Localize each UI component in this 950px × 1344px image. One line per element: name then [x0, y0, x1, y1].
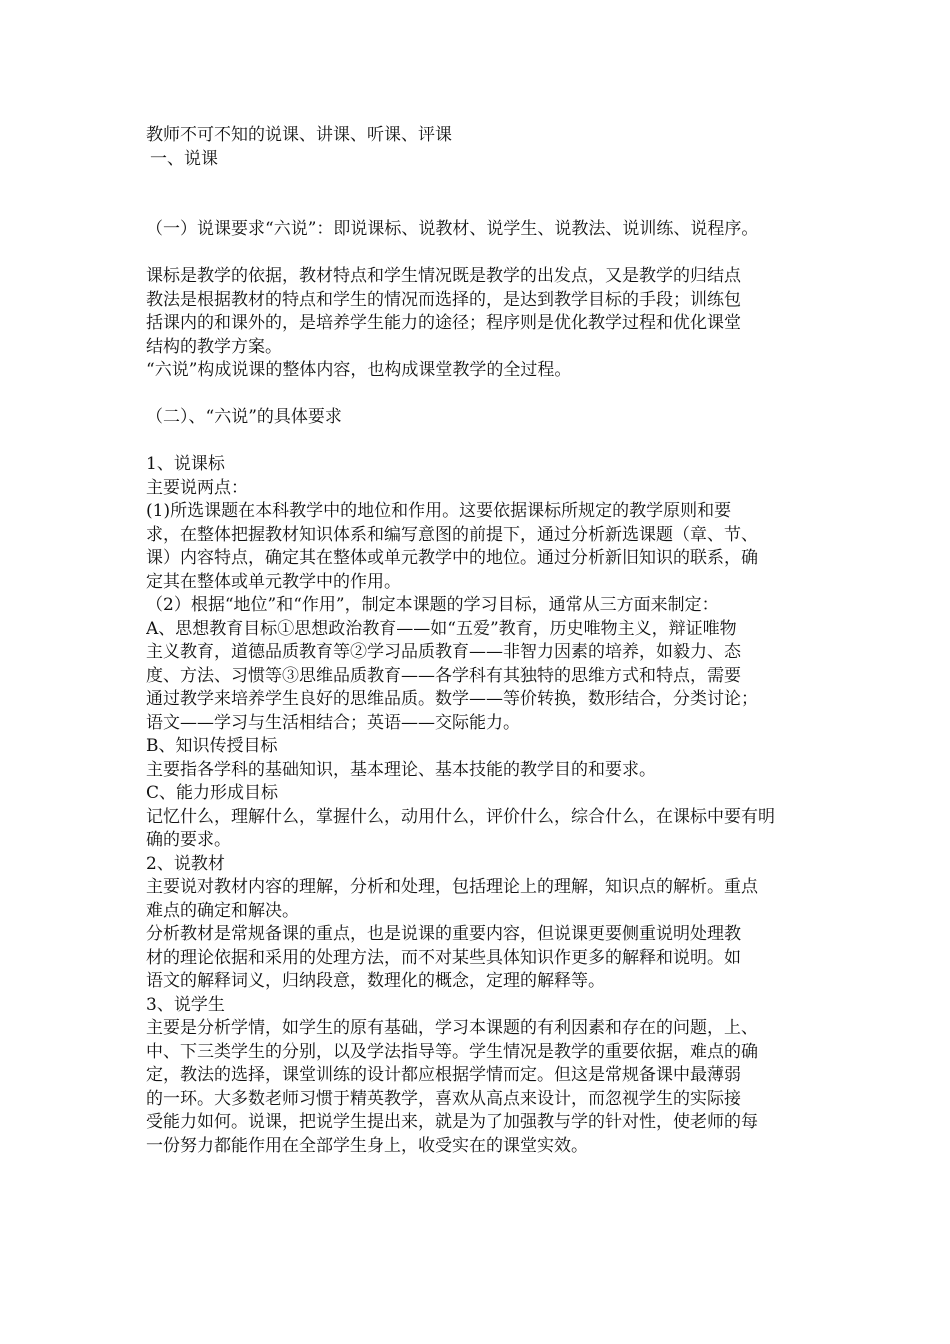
blank-line	[146, 383, 810, 407]
paragraph-line: 结构的教学方案。	[146, 336, 282, 357]
paragraph-line: 定其在整体或单元教学中的作用。	[146, 571, 401, 592]
paragraph-line: 教法是根据教材的特点和学生的情况而选择的，是达到教学目标的手段；训练包	[146, 289, 741, 310]
paragraph-line: 定，教法的选择，课堂训练的设计都应根据学情而定。但这是常规备课中最薄弱	[146, 1065, 741, 1085]
paragraph-line: 中、下三类学生的分别，以及学法指导等。学生情况是教学的重要依据，难点的确	[146, 1041, 758, 1062]
paragraph-line: 难点的确定和解决。	[146, 900, 299, 921]
paragraph-line: 材的理论依据和采用的处理方法，而不对某些具体知识作更多的解释和说明。如	[146, 947, 741, 968]
paragraph-line: 主要指各学科的基础知识，基本理论、基本技能的教学目的和要求。	[146, 759, 656, 780]
blank-line	[146, 242, 810, 266]
paragraph-line: 语文——学习与生活相结合；英语——交际能力。	[146, 712, 520, 733]
paragraph-line: “六说”构成说课的整体内容，也构成课堂教学的全过程。	[146, 360, 572, 380]
paragraph-line: A、思想教育目标①思想政治教育——如“五爱”教育，历史唯物主义，辩证唯物	[146, 618, 737, 639]
item1-heading: 1、说课标	[146, 454, 225, 474]
item1-intro: 主要说两点：	[146, 477, 248, 498]
paragraph-line: 课）内容特点，确定其在整体或单元教学中的地位。通过分析新旧知识的联系，确	[146, 548, 758, 568]
paragraph-line: 记忆什么，理解什么，掌握什么，动用什么，评价什么，综合什么，在课标中要有明	[146, 806, 775, 827]
goal-b-heading: B、知识传授目标	[146, 736, 278, 756]
paragraph-line: （2）根据“地位”和“作用”，制定本课题的学习目标，通常从三方面来制定：	[146, 595, 719, 615]
document-title: 教师不可不知的说课、讲课、听课、评课	[146, 125, 452, 145]
paragraph-line: 度、方法、习惯等③思维品质教育——各学科有其独特的思维方式和特点，需要	[146, 665, 741, 686]
paragraph-line: 求，在整体把握教材知识体系和编写意图的前提下，通过分析新选课题（章、节、	[146, 524, 758, 545]
paragraph-line: 主义教育，道德品质教育等②学习品质教育——非智力因素的培养，如毅力、态	[146, 642, 741, 662]
part2-heading: （二）、“六说”的具体要求	[146, 407, 342, 427]
document-page	[146, 124, 810, 1158]
paragraph-line: 语文的解释词义，归纳段意，数理化的概念，定理的解释等。	[146, 971, 605, 991]
part1-heading: （一）说课要求“六说”：即说课标、说教材、说学生、说教法、说训练、说程序。	[146, 219, 759, 239]
goal-c-heading: C、能力形成目标	[146, 783, 279, 803]
paragraph-line: (1)所选课题在本科教学中的地位和作用。这要依据课标所规定的教学原则和要	[146, 501, 732, 521]
blank-line	[146, 195, 810, 219]
item3-heading: 3、说学生	[146, 994, 225, 1015]
blank-line	[146, 171, 810, 195]
paragraph-line: 括课内的和课外的，是培养学生能力的途径；程序则是优化教学过程和优化课堂	[146, 313, 741, 333]
paragraph-line: 受能力如何。说课，把说学生提出来，就是为了加强教与学的针对性，使老师的每	[146, 1112, 758, 1132]
blank-line	[146, 430, 810, 454]
paragraph-line: 主要是分析学情，如学生的原有基础，学习本课题的有利因素和存在的问题，上、	[146, 1018, 758, 1038]
paragraph-line: 一份努力都能作用在全部学生身上，收受实在的课堂实效。	[146, 1135, 588, 1156]
item2-heading: 2、说教材	[146, 853, 225, 874]
section-heading-shuoke: 一、说课	[150, 148, 218, 169]
paragraph-line: 分析教材是常规备课的重点，也是说课的重要内容，但说课更要侧重说明处理教	[146, 924, 741, 944]
paragraph-line: 确的要求。	[146, 830, 231, 850]
paragraph-line: 的一环。大多数老师习惯于精英教学，喜欢从高点来设计，而忽视学生的实际接	[146, 1088, 741, 1109]
paragraph-line: 通过教学来培养学生良好的思维品质。数学——等价转换，数形结合，分类讨论；	[146, 689, 758, 709]
paragraph-line: 主要说对教材内容的理解，分析和处理，包括理论上的理解，知识点的解析。重点	[146, 877, 758, 897]
paragraph-line: 课标是教学的依据，教材特点和学生情况既是教学的出发点，又是教学的归结点	[146, 266, 741, 286]
